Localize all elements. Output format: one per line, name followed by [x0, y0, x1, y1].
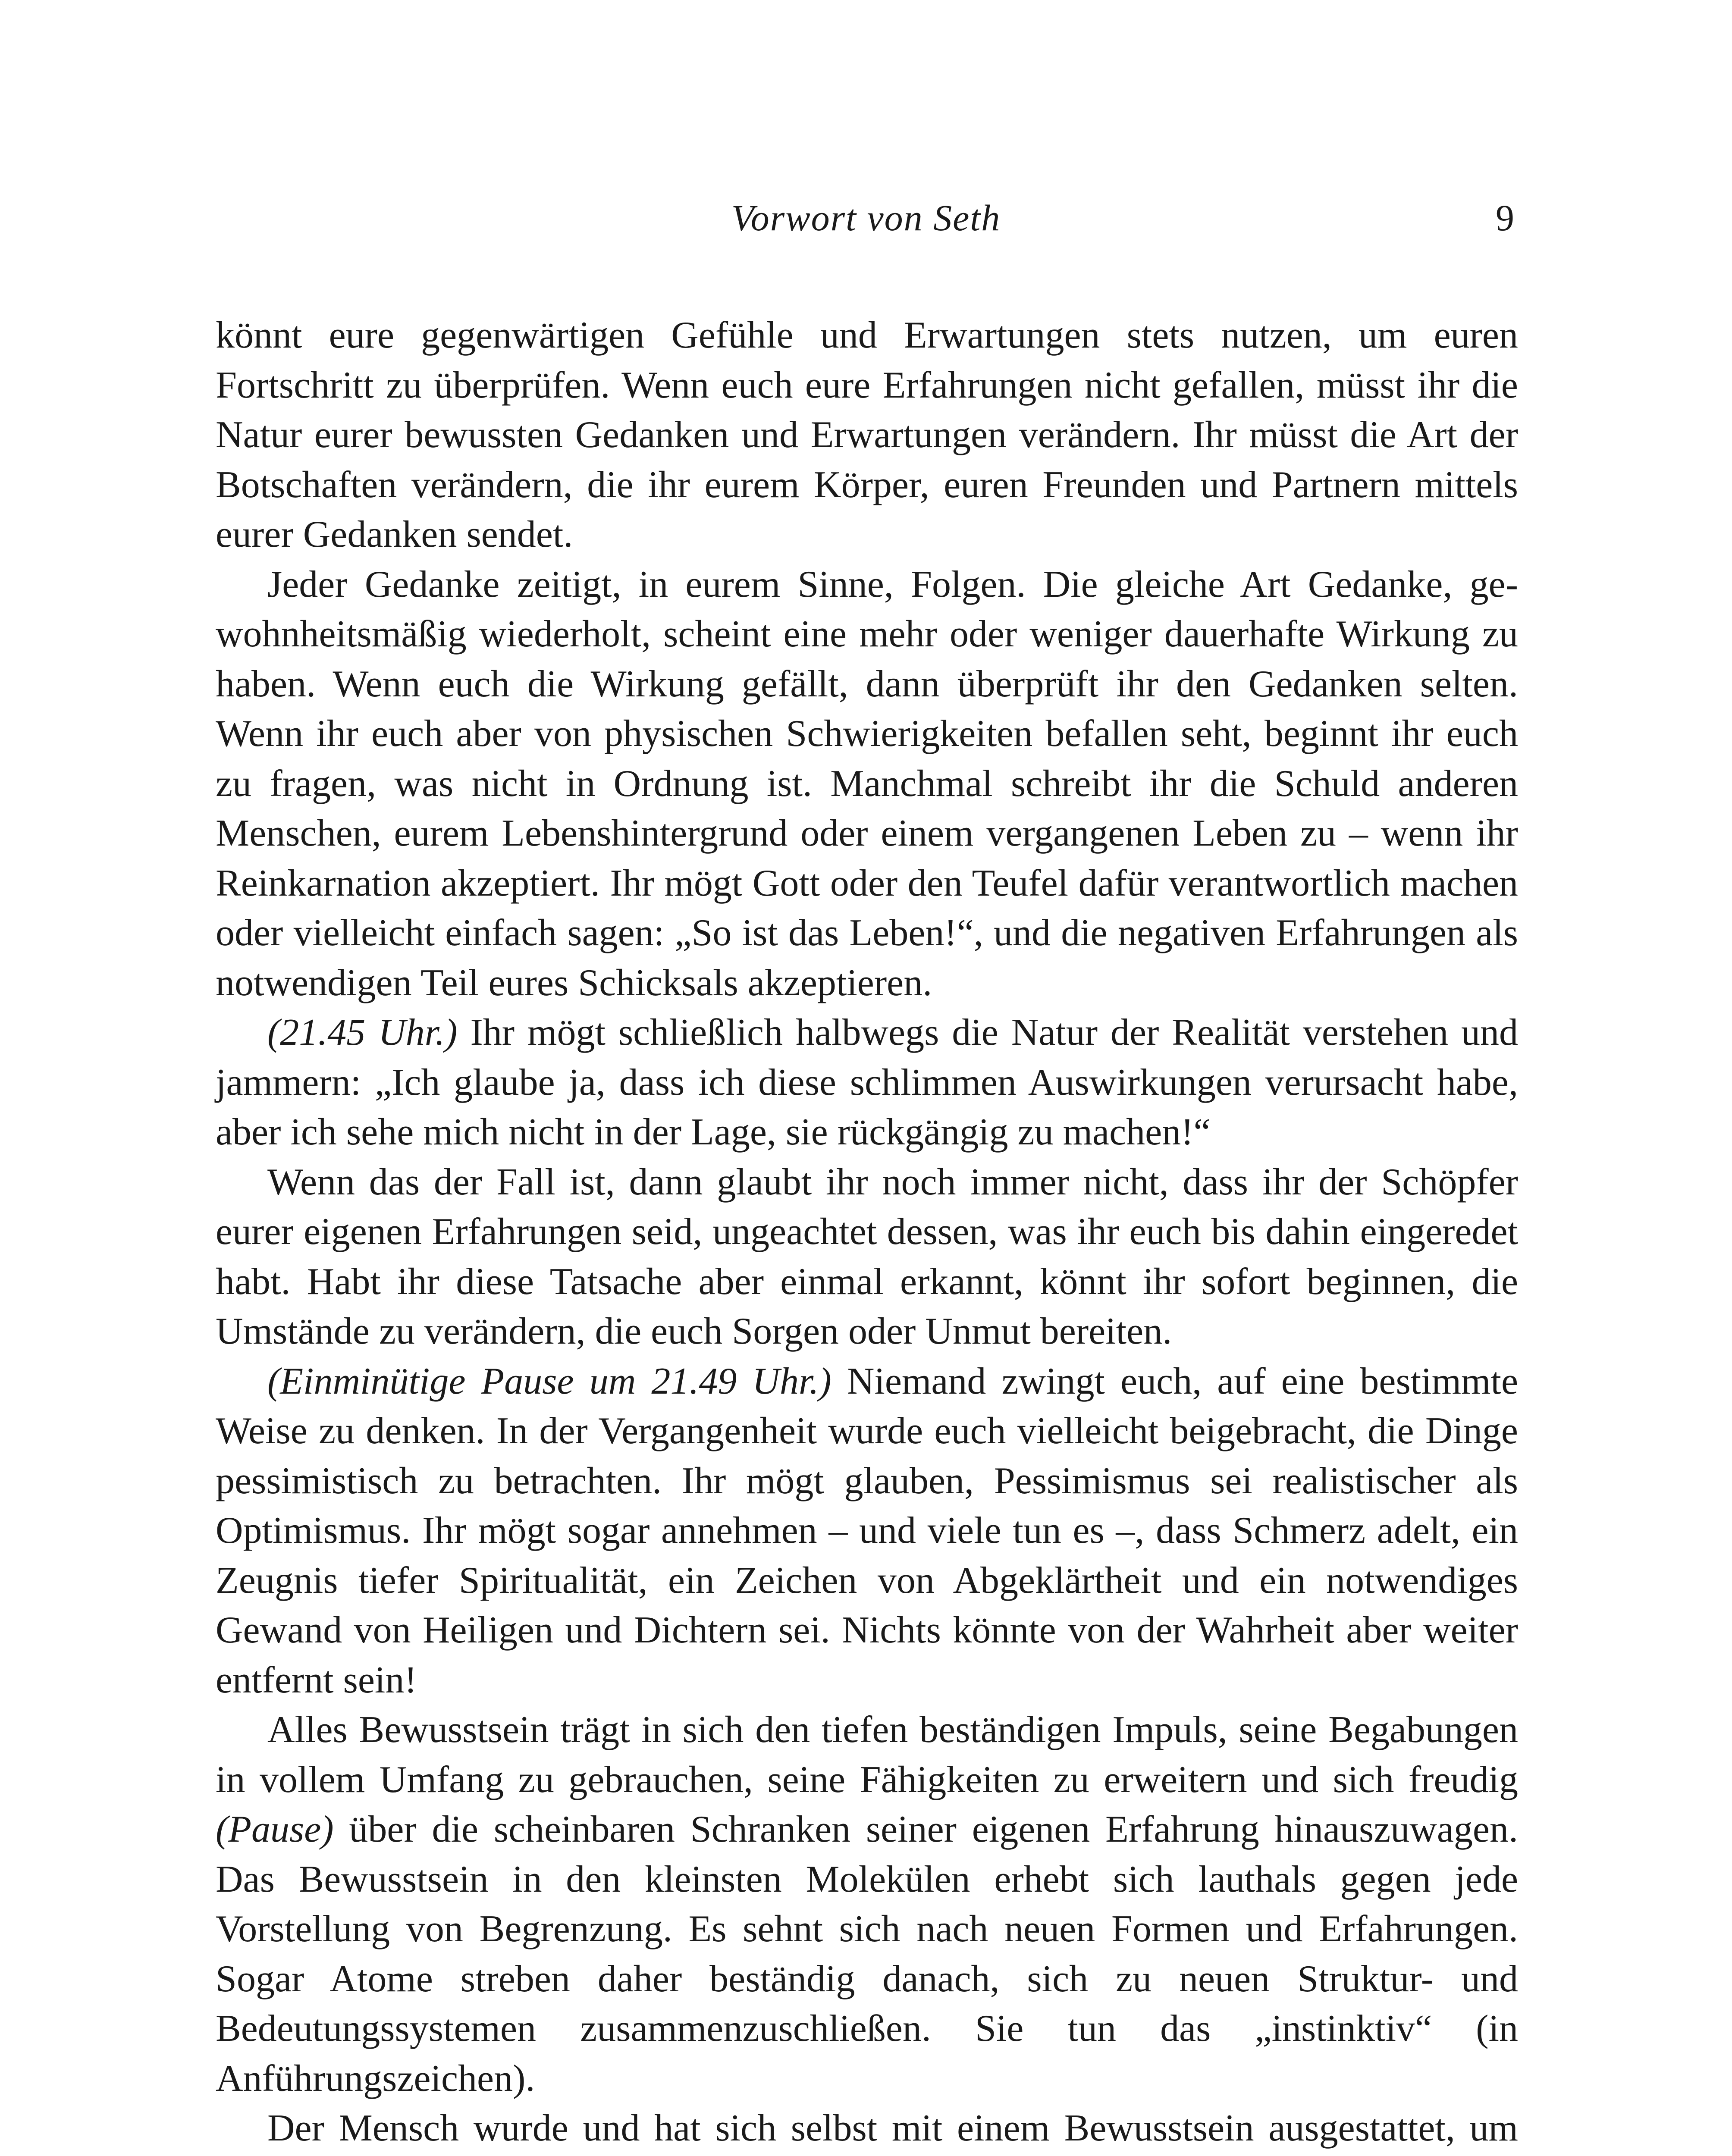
paragraph-4: [216, 1157, 1518, 1357]
paragraph-text: Wenn das der Fall ist, dann glaubt ihr noch immer nicht, dass ihr der Schöpfer eurer eigenen Erfahrungen seid, ungeachtet dessen, was ihr euch bis dahin eingeredet habt. Habt ihr diese Tatsache aber einmal erkannt, könnt ihr sofort beginnen, die Umstände zu verändern, die euch Sorgen oder Unmut bereiten.: [216, 1161, 1518, 1352]
session-pause-note: (Einminütige Pause um 21.49 Uhr.): [267, 1360, 831, 1402]
paragraph-text: Der Mensch wurde und hat sich selbst mit einem Bewusstsein ausgestattet, um: [267, 2107, 1518, 2149]
paragraph-text: Alles Bewusstsein trägt in sich den tiefen beständigen Impuls, seine Begabungen in vollem Umfang zu gebrauchen, seine Fähigkeiten zu erweitern und sich freudig: [216, 1709, 1518, 1801]
paragraph-7: [216, 2103, 1518, 2156]
running-head: [0, 196, 1732, 248]
paragraph-3: [216, 1008, 1518, 1157]
inline-pause-note: (Pause): [216, 1808, 334, 1850]
running-title: Vorwort von Seth: [731, 197, 1001, 238]
session-time-note: (21.45 Uhr.): [267, 1012, 458, 1053]
paragraph-text: Niemand zwingt euch, auf eine bestimmte Weise zu denken. In der Vergangenheit wurde euch vielleicht beigebracht, die Dinge pessimistisch zu betrachten. Ihr mögt glauben, Pessimismus sei realistischer als Optimismus. Ihr mögt sogar annehmen – und viele tun es –, dass Schmerz adelt, ein Zeugnis tiefer Spiritualität, ein Zeichen von Abgeklärtheit und ein notwendiges Gewand von Heiligen und Dichtern sei. Nichts könnte von der Wahrheit aber weiter entfernt sein!: [216, 1360, 1519, 1701]
paragraph-1: [216, 310, 1518, 560]
paragraph-text: Ihr mögt schließlich halbwegs die Natur der Realität verstehen und jammern: „Ich glaube ja, dass ich diese schlimmen Auswirkungen verursacht habe, aber ich sehe mich nicht in der Lage, sie rückgängig zu machen!“: [216, 1012, 1518, 1153]
page-number: 9: [1496, 197, 1514, 238]
paragraph-text: über die scheinbaren Schranken seiner eigenen Erfahrung hinauszuwagen. Das Bewusstsein in den kleinsten Molekülen erhebt sich lauthals gegen jede Vorstellung von Begrenzung. Es sehnt sich nach neuen Formen und Erfahrungen. Sogar Atome streben daher beständig danach, sich zu neuen Struktur- und Bedeutungssystemen zusammenzuschließen. Sie tun das „instinktiv“ (in Anführungszeichen).: [216, 1808, 1518, 2100]
paragraph-5: [216, 1357, 1518, 1705]
paragraph-2: [216, 560, 1518, 1008]
paragraph-6: [216, 1705, 1518, 2103]
paragraph-text: könnt eure gegenwärtigen Gefühle und Erwartungen stets nutzen, um euren Fortschritt zu überprüfen. Wenn euch eure Erfahrungen nicht gefallen, müsst ihr die Natur eurer bewussten Gedanken und Erwartungen verändern. Ihr müsst die Art der Botschaften verändern, die ihr eurem Körper, euren Freunden und Partnern mittels eurer Gedanken sendet.: [216, 314, 1518, 555]
body-text: [216, 310, 1518, 2156]
paragraph-text: Jeder Gedanke zeitigt, in eurem Sinne, Folgen. Die gleiche Art Gedanke, gewohnheitsmäßig wiederholt, scheint eine mehr oder weniger dauerhafte Wirkung zu haben. Wenn euch die Wirkung gefällt, dann überprüft ihr den Gedanken selten. Wenn ihr euch aber von physischen Schwierigkeiten befallen seht, beginnt ihr euch zu fragen, was nicht in Ordnung ist. Manchmal schreibt ihr die Schuld anderen Menschen, eurem Lebenshintergrund oder einem vergangenen Leben zu – wenn ihr Reinkarnation akzeptiert. Ihr mögt Gott oder den Teufel dafür verantwortlich machen oder vielleicht einfach sagen: „So ist das Leben!“, und die negativen Erfahrungen als notwendigen Teil eures Schicksals akzeptieren.: [216, 563, 1518, 1004]
